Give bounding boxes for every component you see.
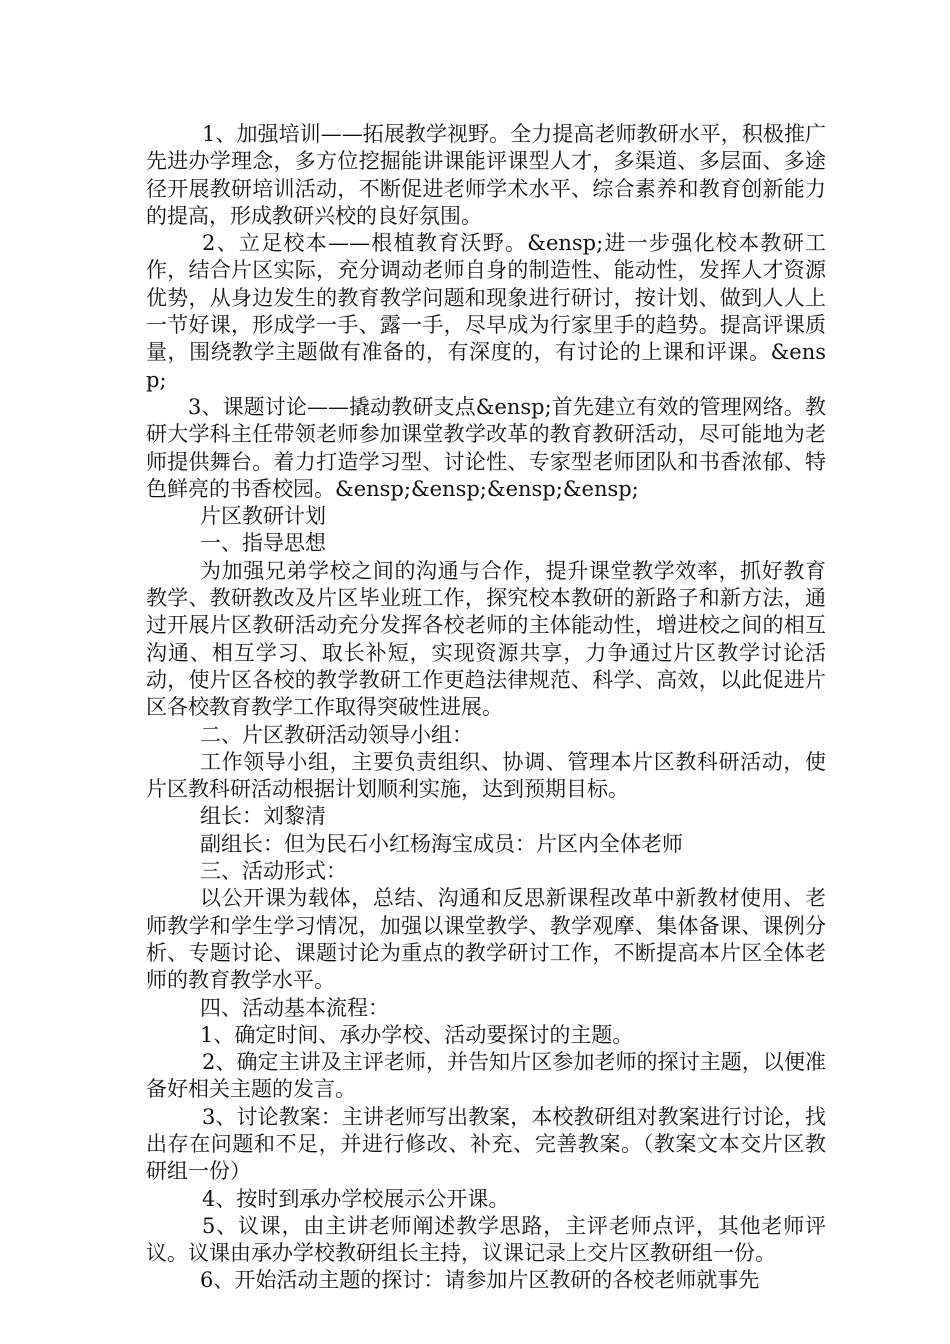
heading-guiding-ideas: 一、指导思想 (200, 531, 326, 556)
deputy-leaders: 副组长：但为民石小红杨海宝成员：片区内全体老师 (200, 831, 683, 856)
paragraph-school-based: 2、立足校本——根植教育沃野。&ensp;进一步强化校本教研工作，结合片区实际，充分调动老师自身的制造性、能动性，发挥人才资源优势，从身边发生的教育教学问题和现象进行研讨，按计划、做到人人上一节好课，形成学一手、露一手，尽早成为行家里手的趋势。提高评课质量，围绕教学主题做有准备的，有深度的，有讨论的上课和评课。&ensp; (146, 231, 826, 392)
paragraph-leadership-group: 工作领导小组，主要负责组织、协调、管理本片区教科研活动，使片区教科研活动根据计划顺利实施，达到预期目标。 (146, 749, 826, 802)
heading-leadership-group: 二、片区教研活动领导小组： (200, 722, 473, 747)
paragraph-guiding-ideas: 为加强兄弟学校之间的沟通与合作，提升课堂教学效率，抓好教育教学、教研教改及片区毕业班工作，探究校本教研的新路子和新方法，通过开展片区教研活动充分发挥各校老师的主体能动性，增进校之间的相互沟通、相互学习、取长补短，实现资源共享，力争通过片区教学讨论活动，使片区各校的教学教研工作更趋法律规范、科学、高效，以此促进片区各校教育教学工作取得突破性进展。 (146, 558, 826, 720)
process-step-5: 5、议课，由主讲老师阐述教学思路，主评老师点评，其他老师评议。议课由承办学校教研组长主持，议课记录上交片区教研组一份。 (146, 1213, 826, 1266)
process-step-4: 4、按时到承办学校展示公开课。 (202, 1186, 510, 1211)
paragraph-topic-discussion: 3、课题讨论——撬动教研支点&ensp;首先建立有效的管理网络。教研大学科主任带领老师参加课堂教学改革的教育教研活动，尽可能地为老师提供舞台。着力打造学习型、讨论性、专家型老师团队和书香浓郁、特色鲜亮的书香校园。&ensp;&ensp;&ensp;&ensp; (146, 394, 826, 501)
document-body (146, 121, 826, 1295)
process-step-3: 3、讨论教案：主讲老师写出教案，本校教研组对教案进行讨论，找出存在问题和不足，并进行修改、补充、完善教案。（教案文本交片区教研组一份） (146, 1104, 826, 1184)
paragraph-activity-form: 以公开课为载体，总结、沟通和反思新课程改革中新教材使用、老师教学和学生学习情况，加强以课堂教学、教学观摩、集体备课、课例分析、专题讨论、课题讨论为重点的教学研讨工作，不断提高本片区全体老师的教育教学水平。 (146, 886, 826, 993)
group-leader: 组长：刘黎清 (200, 804, 326, 829)
paragraph-training: 1、加强培训——拓展教学视野。全力提高老师教研水平，积极推广先进办学理念，多方位挖掘能讲课能评课型人才，多渠道、多层面、多途径开展教研培训活动，不断促进老师学术水平、综合素养和教育创新能力的提高，形成教研兴校的良好氛围。 (146, 122, 826, 228)
process-step-1: 1、确定时间、承办学校、活动要探讨的主题。 (200, 1022, 634, 1047)
process-step-6: 6、开始活动主题的探讨：请参加片区教研的各校老师就事先 (200, 1268, 760, 1293)
heading-activity-process: 四、活动基本流程： (200, 995, 389, 1020)
heading-activity-form: 三、活动形式： (200, 859, 347, 884)
process-step-2: 2、确定主讲及主评老师，并告知片区参加老师的探讨主题，以便准备好相关主题的发言。 (146, 1050, 826, 1102)
section-title-plan: 片区教研计划 (200, 504, 326, 529)
